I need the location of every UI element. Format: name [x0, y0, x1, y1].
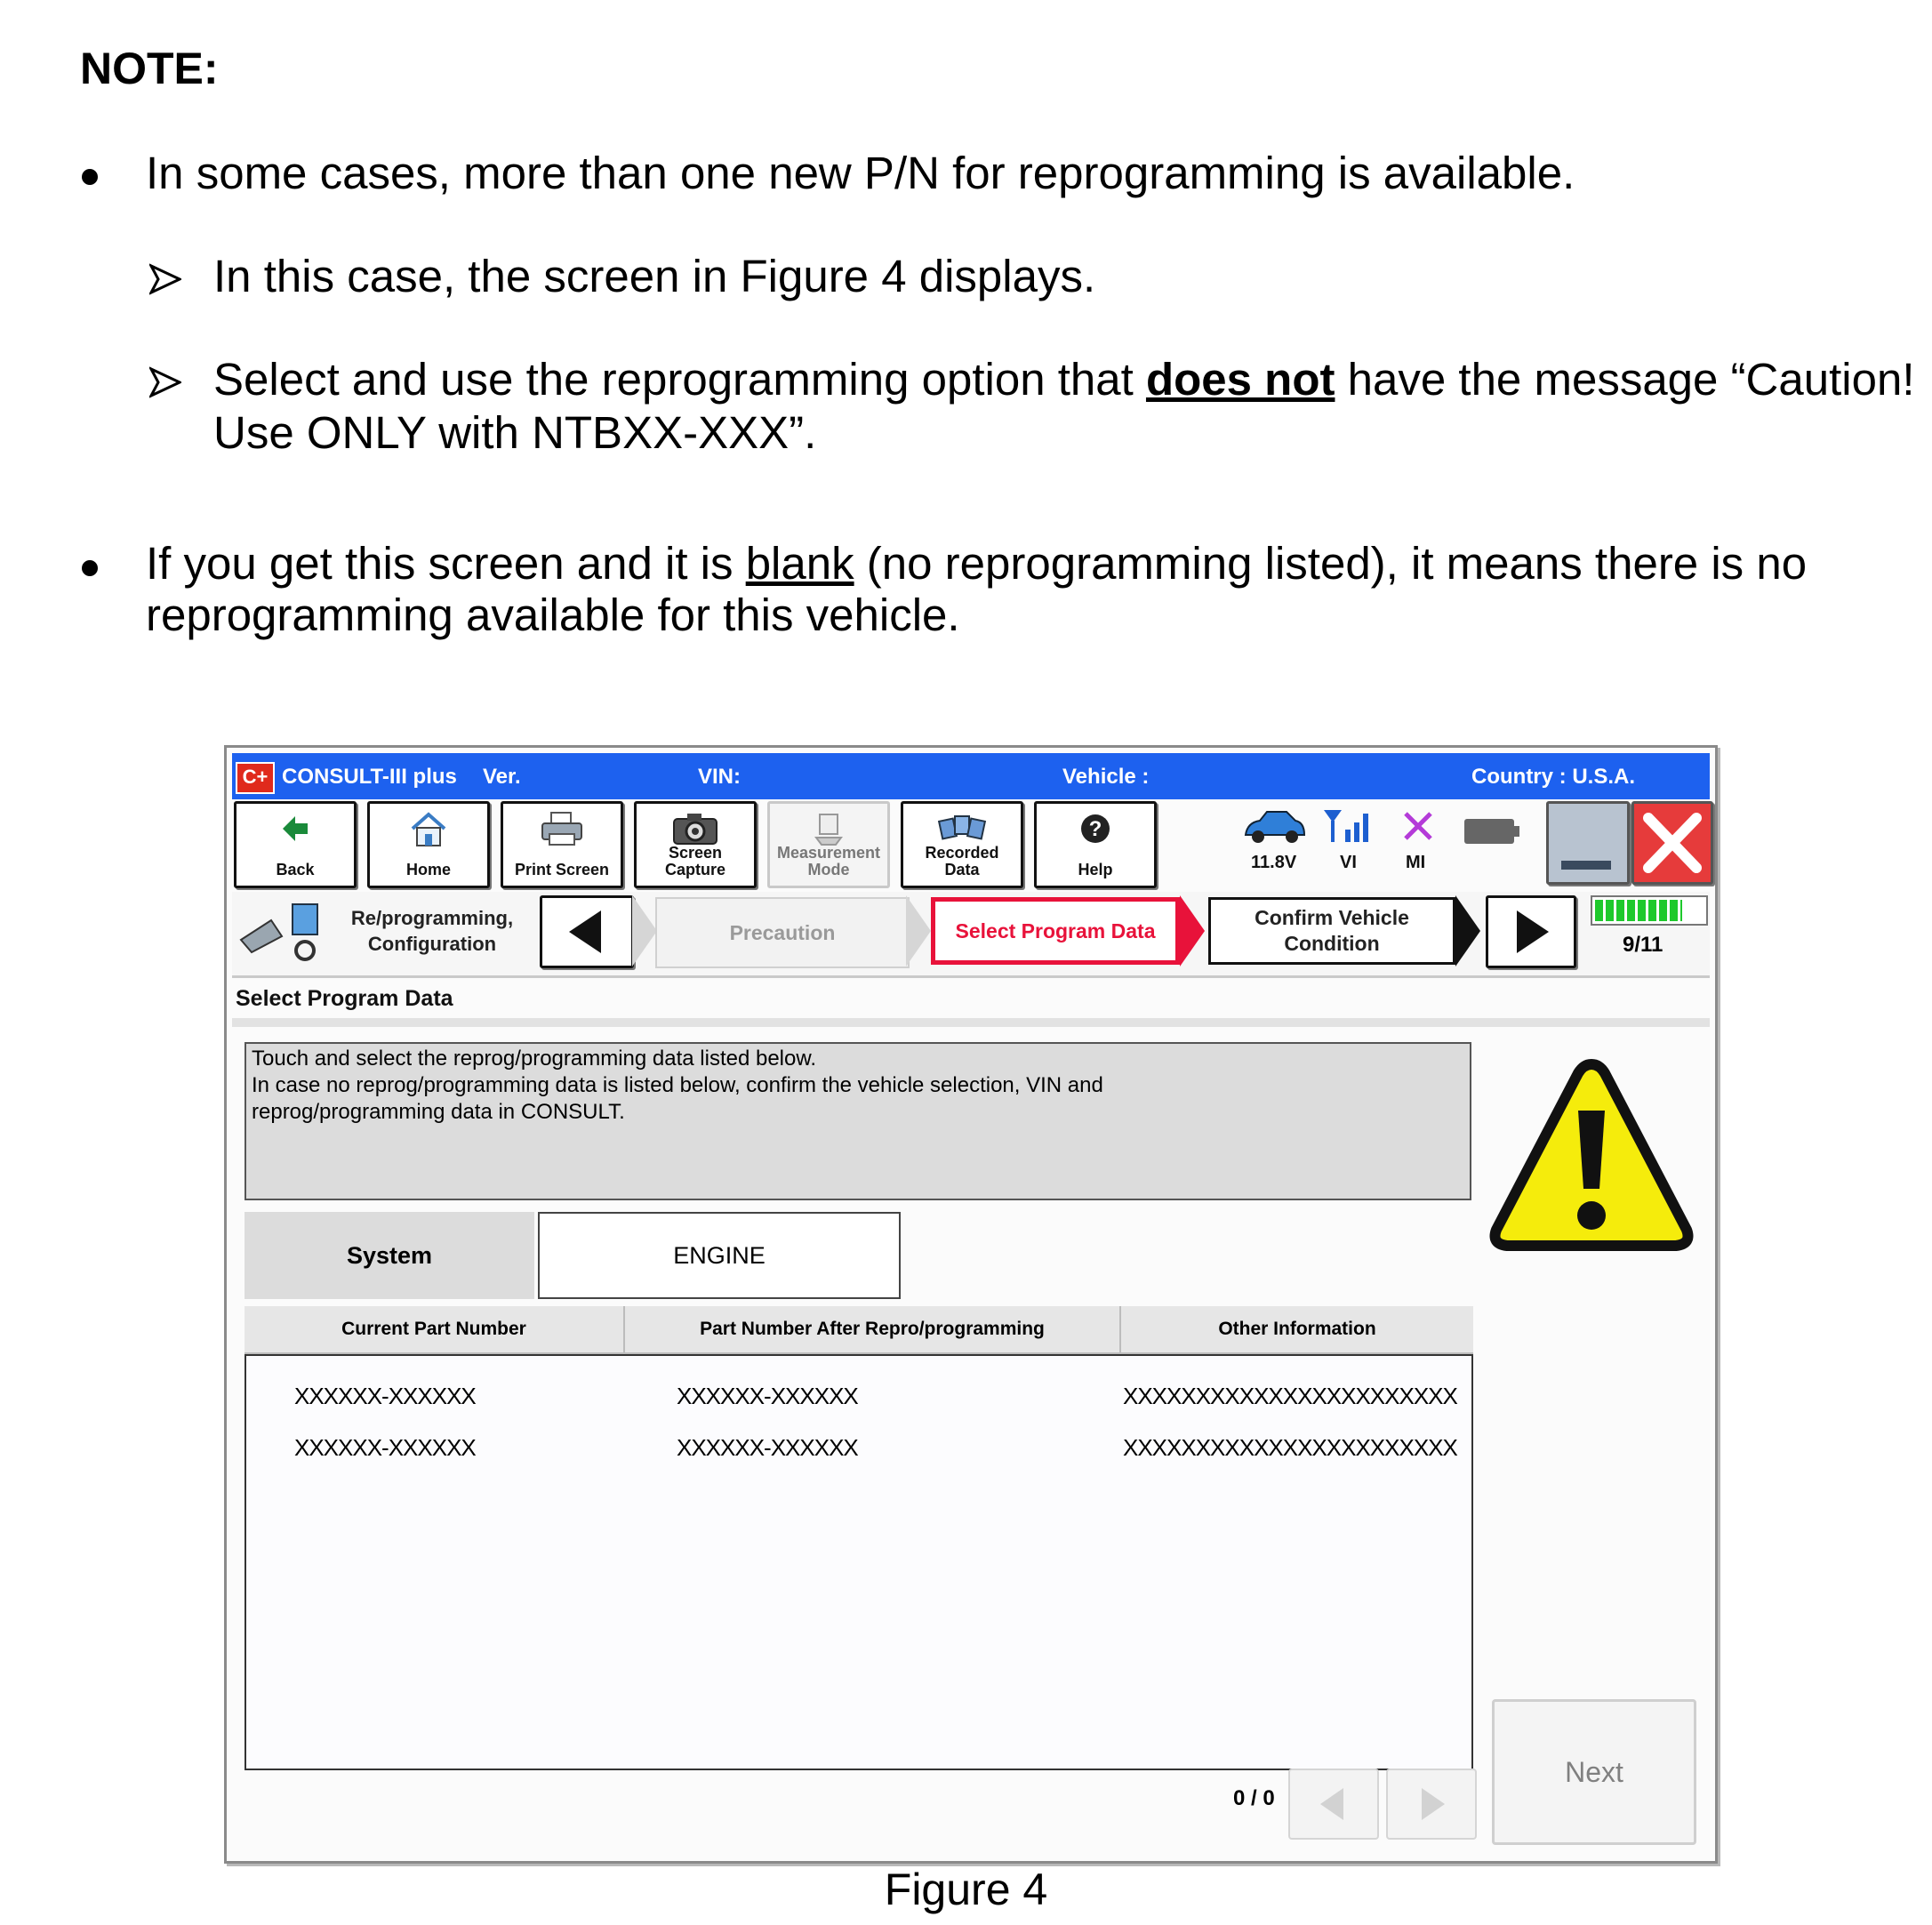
right-triangle-icon — [1488, 898, 1574, 966]
next-button[interactable]: Next — [1492, 1699, 1696, 1845]
bullet-text-2 — [146, 538, 1807, 590]
help-icon — [1078, 811, 1113, 846]
consult-screenshot — [224, 745, 1718, 1864]
cell-other-info: XXXXXXXXXXXXXXXXXXXXXXX — [1123, 1434, 1457, 1461]
printer-icon — [539, 811, 585, 846]
next-step-button[interactable] — [1486, 895, 1576, 968]
sub-bullet-text-2-line2: Use ONLY with NTBXX-XXX”. — [213, 407, 817, 458]
section-label-line1: Re/programming, — [350, 907, 514, 929]
screen-capture-label-line2: Capture — [664, 861, 726, 878]
print-screen-button[interactable] — [501, 801, 623, 888]
screen-capture-label — [637, 845, 754, 878]
title-bar — [232, 753, 1710, 799]
measurement-icon — [811, 811, 846, 846]
instruction-box — [245, 1042, 1471, 1200]
print-screen-label: Print Screen — [514, 861, 610, 878]
voltage-value: 11.8V — [1251, 853, 1297, 872]
note-heading: NOTE: — [80, 44, 219, 93]
vehicle-label: Vehicle : — [1062, 765, 1150, 789]
svg-text:?: ? — [1088, 817, 1102, 841]
cell-part-after: XXXXXX-XXXXXX — [677, 1434, 858, 1461]
cell-part-after: XXXXXX-XXXXXX — [677, 1383, 858, 1409]
back-label: Back — [276, 861, 315, 878]
back-button[interactable] — [234, 801, 357, 888]
close-button[interactable] — [1631, 801, 1713, 885]
help-label: Help — [1078, 861, 1113, 878]
mi-disconnected-icon — [1400, 808, 1436, 844]
column-header-part-after: Part Number After Repro/programming — [625, 1306, 1121, 1354]
prev-step-button[interactable] — [540, 895, 634, 968]
instruction-line-1: Touch and select the reprog/programming data listed below. — [252, 1047, 817, 1071]
instruction-line-2: In case no reprog/programming data is listed below, confirm the vehicle selection, VIN and — [252, 1073, 1103, 1097]
left-triangle-icon — [542, 898, 631, 966]
separator — [232, 1018, 1710, 1027]
mi-label: MI — [1406, 853, 1426, 872]
progress-counter: 9/11 — [1623, 933, 1663, 957]
recorded-data-label — [903, 845, 1021, 878]
sub-bullet-text-2 — [213, 354, 1915, 405]
bullet-dot — [82, 169, 98, 185]
measurement-mode-label — [770, 845, 887, 878]
system-value: ENGINE — [538, 1212, 901, 1299]
screen-capture-button[interactable] — [634, 801, 757, 888]
vin-label: VIN: — [698, 765, 741, 789]
sub-bullet-text-2-post: have the message “Caution! — [1335, 354, 1915, 405]
table-row[interactable] — [246, 1424, 1473, 1472]
recorded-label-line2: Data — [944, 861, 980, 878]
cell-current-part: XXXXXX-XXXXXX — [294, 1383, 476, 1409]
bullet-text-2-line2: reprogramming available for this vehicle. — [146, 590, 960, 640]
workflow-nav — [232, 892, 1710, 978]
step-select-program-data[interactable]: Select Program Data — [931, 897, 1180, 965]
measurement-mode-button[interactable] — [767, 801, 890, 888]
version-label: Ver. — [483, 765, 521, 789]
right-triangle-icon — [1388, 1770, 1475, 1838]
progress-fill — [1595, 900, 1682, 921]
minimize-icon — [1561, 861, 1611, 870]
cell-other-info: XXXXXXXXXXXXXXXXXXXXXXX — [1123, 1383, 1457, 1409]
page-next-button[interactable] — [1386, 1769, 1477, 1840]
progress-bar — [1591, 895, 1708, 926]
vi-label: VI — [1340, 853, 1357, 872]
step-confirm-vehicle-condition[interactable] — [1208, 897, 1455, 965]
step-precaution[interactable]: Precaution — [655, 897, 910, 968]
warning-icon — [1489, 1055, 1694, 1263]
left-triangle-icon — [1290, 1770, 1377, 1838]
car-battery-icon — [1240, 808, 1308, 847]
page-title: Select Program Data — [236, 986, 453, 1011]
step-chevron-icon — [906, 895, 933, 967]
screen-capture-label-line1: Screen — [668, 844, 723, 862]
recorded-label-line1: Recorded — [925, 844, 999, 862]
table-row[interactable] — [246, 1372, 1473, 1420]
system-label: System — [245, 1212, 534, 1299]
close-icon — [1634, 804, 1711, 882]
home-button[interactable] — [367, 801, 490, 888]
section-label — [321, 897, 543, 965]
recorded-data-icon — [937, 811, 987, 846]
battery-icon — [1463, 815, 1521, 847]
program-data-table — [245, 1306, 1473, 1770]
app-title: CONSULT-III plus — [282, 765, 457, 789]
measurement-label-line1: Measurement — [776, 844, 881, 862]
column-header-current-part: Current Part Number — [245, 1306, 625, 1354]
arrow-bullet-icon — [149, 366, 181, 398]
table-body — [245, 1354, 1473, 1770]
figure-caption: Figure 4 — [884, 1865, 1048, 1914]
instruction-line-3: reprog/programming data in CONSULT. — [252, 1100, 625, 1124]
emphasis-does-not: does not — [1145, 354, 1335, 405]
page-prev-button[interactable] — [1288, 1769, 1379, 1840]
minimize-button[interactable] — [1546, 801, 1630, 885]
sub-bullet-text-1: In this case, the screen in Figure 4 displays. — [213, 251, 1096, 301]
step-chevron-active-icon — [1180, 895, 1206, 967]
reprogramming-icon — [236, 901, 325, 963]
recorded-data-button[interactable] — [901, 801, 1023, 888]
cell-current-part: XXXXXX-XXXXXX — [294, 1434, 476, 1461]
bullet-text-1: In some cases, more than one new P/N for reprogramming is available. — [146, 148, 1575, 198]
column-header-other-info: Other Information — [1121, 1306, 1473, 1354]
step-next-line2: Condition — [1284, 932, 1380, 955]
emphasis-blank: blank — [745, 538, 854, 589]
app-logo: C+ — [236, 762, 275, 794]
home-label: Home — [405, 861, 451, 878]
arrow-bullet-icon — [149, 263, 181, 295]
home-icon — [409, 811, 448, 848]
help-button[interactable] — [1034, 801, 1157, 888]
bullet-text-2-post: (no reprogramming listed), it means there is no — [854, 538, 1808, 589]
country-label: Country : U.S.A. — [1471, 765, 1635, 789]
sub-bullet-text-2-pre: Select and use the reprogramming option that — [213, 354, 1146, 405]
bullet-dot — [82, 560, 98, 576]
camera-icon — [671, 811, 719, 846]
signal-icon — [1322, 806, 1375, 846]
step-chevron-icon — [1455, 895, 1482, 967]
bullet-text-2-pre: If you get this screen and it is — [146, 538, 746, 589]
measurement-label-line2: Mode — [807, 861, 850, 878]
step-next-line1: Confirm Vehicle — [1255, 906, 1409, 929]
back-arrow-icon — [277, 811, 313, 846]
section-label-line2: Configuration — [367, 933, 497, 955]
page-counter: 0 / 0 — [1233, 1786, 1275, 1810]
